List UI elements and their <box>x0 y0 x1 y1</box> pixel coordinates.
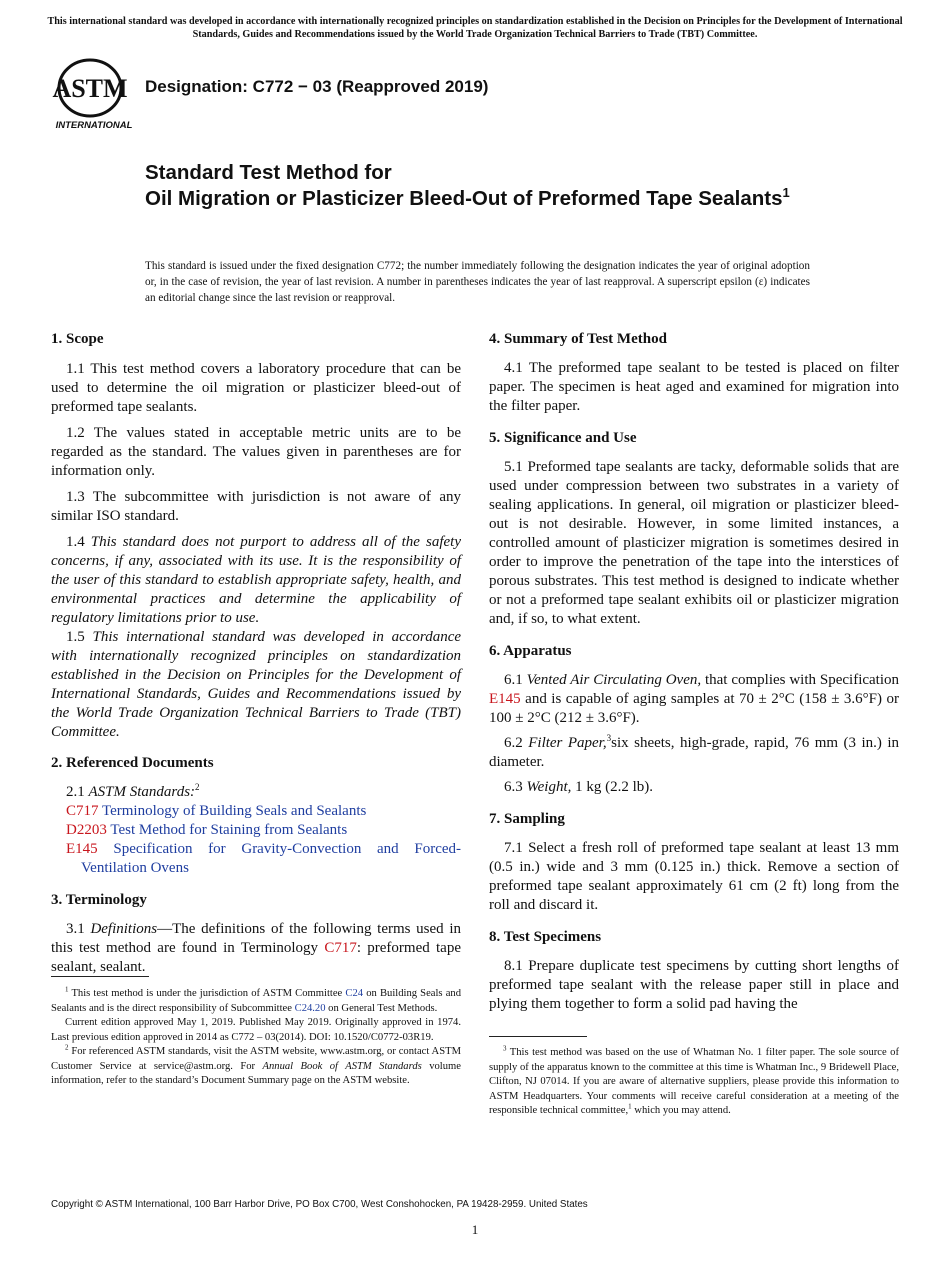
refdocs-2-1-num: 2.1 <box>66 784 85 800</box>
term-num: 3.1 <box>66 921 85 937</box>
document-title <box>145 160 845 211</box>
astm-logo-graphic <box>52 58 136 134</box>
ref-title[interactable]: Terminology of Building Seals and Sealants <box>102 803 367 819</box>
footnote-edition: Current edition approved May 1, 2019. Published May 2019. Originally approved in 1974. Last previous edition approved in 2014 as C772 – 03(2014). DOI: 10.1520/C0772-03R19. <box>51 1017 461 1043</box>
scope-1-1: 1.1 This test method covers a laboratory procedure that can be used to determine the oil migration or plasticizer bleed-out of preformed tape sealants. <box>51 361 461 415</box>
app-6-1-ref-link[interactable]: E145 <box>489 691 521 707</box>
designation: Designation: C772 − 03 (Reapproved 2019) <box>145 77 489 96</box>
ref-title[interactable]: Specification for Gravity-Convection and Forced-Ventilation Ovens <box>81 841 462 876</box>
app-6-2-sup: 3 <box>606 733 612 743</box>
scope-1-4 <box>51 533 461 628</box>
footnote-3 <box>489 1046 899 1119</box>
scope-1-2: 1.2 The values stated in acceptable metric units are to be regarded as the standard. The values given in parentheses are for information only. <box>51 425 461 479</box>
left-column <box>51 330 461 977</box>
app-6-3-num: 6.3 <box>504 779 523 795</box>
issued-note: This standard is issued under the fixed designation C772; the number immediately following the designation indicates the year of original adoption or, in the case of revision, the year of last revision. A number in parentheses indicates the year of last reapproval. A superscript epsilon (ε) indicates an editorial change since the last revision or reapproval. <box>145 260 810 304</box>
section-heading-refdocs: 2. Referenced Documents <box>51 755 214 771</box>
fn2-sup: 2 <box>65 1043 69 1052</box>
ref-code[interactable]: C717 <box>66 803 99 819</box>
fn2-text-a: For referenced ASTM standards, visit the ASTM website, www.astm.org, or contact ASTM Customer Service at service@astm.org. For <box>51 1046 461 1072</box>
title-line-1: Standard Test Method for <box>145 161 392 184</box>
footnote-1 <box>51 987 461 1016</box>
ref-item-e145[interactable] <box>66 840 461 878</box>
terminology-3-1 <box>51 920 461 977</box>
header-notice: This international standard was developed in accordance with internationally recognized principles on standardization established in the Decision on Principles for the Development of International Standards, Guides and Recommendations issued by the World Trade Organization Technical Barriers to Trade (TBT) Committee. <box>47 16 903 40</box>
app-6-2-num: 6.2 <box>504 735 523 751</box>
refdocs-2-1 <box>51 783 461 802</box>
right-column <box>489 330 899 1014</box>
fn1-text-a: This test method is under the jurisdiction of ASTM Committee <box>68 988 346 999</box>
section-heading-significance: 5. Significance and Use <box>489 430 637 446</box>
specimens-8-1: 8.1 Prepare duplicate test specimens by cutting short lengths of preformed tape sealant with the release paper still in place and plying them together to form a solid pad having the <box>489 958 899 1012</box>
scope-1-5 <box>51 628 461 742</box>
fn1-text-c: on General Test Methods. <box>325 1002 438 1014</box>
ref-item-c717[interactable] <box>66 802 461 821</box>
footnotes-right <box>489 1046 899 1119</box>
fn1-ref-c24[interactable]: C24 <box>345 988 364 999</box>
logo-subtitle: INTERNATIONAL <box>55 120 133 131</box>
scope-1-4-num: 1.4 <box>66 534 85 550</box>
refdocs-2-1-label: ASTM Standards: <box>88 784 196 800</box>
term-text-b: : preformed tape sealant, sealant. <box>51 940 461 975</box>
app-6-1-label: Vented Air Circulating Oven, <box>526 672 702 688</box>
sampling-7-1: 7.1 Select a fresh roll of preformed tape sealant at least 13 mm (0.5 in.) wide and 3 mm (0.125 in.) thick. Remove a section of preformed tape sealant approximately 61 cm (2 ft) long from the roll and discard it. <box>489 840 899 913</box>
apparatus-6-2 <box>489 734 899 772</box>
term-ref-link[interactable]: C717 <box>324 940 357 956</box>
ref-code[interactable]: E145 <box>66 841 98 857</box>
refdocs-2-1-sup: 2 <box>195 782 200 792</box>
section-heading-scope: 1. Scope <box>51 331 104 347</box>
significance-5-1: 5.1 Preformed tape sealants are tacky, deformable solids that are used under compression between two substrates in a variety of sealing applications. In general, oil migration or plasticizer bleed-out is not desirable. However, in some limited instances, a controlled amount of plasticizer migration is sometimes desired in order to improve the penetration of the tape into the interstices of porous substrates. This test method is designed to indicate whether or not a preformed tape sealant exhibits oil or plasticizer migration and, if so, to what extent. <box>489 459 899 627</box>
title-main: Oil Migration or Plasticizer Bleed-Out of Preformed Tape Sealants <box>145 186 783 210</box>
fn1-sup: 1 <box>65 985 69 994</box>
title-footnote-mark: 1 <box>782 184 790 200</box>
app-6-3-text: 1 kg (2.2 lb). <box>571 779 654 795</box>
fn3-text-a: This test method was based on the use of Whatman No. 1 filter paper. The sole source of supply of the apparatus known to the committee at this time is Whatman Inc., 9 Bridewell Place, Clifton, NJ 07014. If you are aware of alternative suppliers, please provide this information to ASTM Headquarters. Your comments will receive careful consideration at a meeting of the responsible technical committee, <box>489 1047 899 1116</box>
section-heading-summary: 4. Summary of Test Method <box>489 331 667 347</box>
ref-code[interactable]: D2203 <box>66 822 107 838</box>
scope-1-5-text: This international standard was developed in accordance with internationally recognized principles on standardization established in the Decision on Principles for the Development of International Standards, Guides and Recommendations issued by the World Trade Organization Technical Barriers to Trade (TBT) Committee. <box>51 629 462 740</box>
fn1-text-b: on Building Seals and Sealants and is the direct responsibility of Subcommittee <box>51 988 461 1014</box>
ref-title[interactable]: Test Method for Staining from Sealants <box>110 822 348 838</box>
logo-brand: ASTM <box>52 74 128 103</box>
fn1-ref-c24-20[interactable]: C24.20 <box>294 1002 326 1014</box>
apparatus-6-1 <box>489 671 899 728</box>
scope-1-3: 1.3 The subcommittee with jurisdiction is not aware of any similar ISO standard. <box>51 489 461 524</box>
fn2-text-b: volume information, refer to the standard’s Document Summary page on the ASTM website. <box>51 1060 461 1086</box>
footnotes-left <box>51 987 461 1089</box>
astm-logo <box>52 58 136 134</box>
section-heading-specimens: 8. Test Specimens <box>489 929 602 945</box>
app-6-3-label: Weight, <box>526 779 572 795</box>
fn3-sup2: 1 <box>628 1102 632 1111</box>
term-text-a: —The definitions of the following terms used in this test method are found in Terminology <box>51 921 461 956</box>
app-6-1-text-a: that complies with Specification <box>701 672 900 688</box>
summary-4-1: 4.1 The preformed tape sealant to be tested is placed on filter paper. The specimen is heat aged and examined for migration into the filter paper. <box>489 360 899 414</box>
app-6-1-num: 6.1 <box>504 672 523 688</box>
footnote-divider-left <box>51 976 149 977</box>
fn3-text-b: which you may attend. <box>631 1105 731 1116</box>
fn3-sup: 3 <box>503 1044 507 1053</box>
fn2-italic: Annual Book of ASTM Standards <box>262 1060 422 1072</box>
apparatus-6-3 <box>489 778 899 797</box>
ref-item-d2203[interactable] <box>66 821 461 840</box>
app-6-2-text: six sheets, high-grade, rapid, 76 mm (3 in.) in diameter. <box>489 735 900 770</box>
footnote-divider-right <box>489 1036 587 1037</box>
app-6-2-label: Filter Paper, <box>528 735 607 751</box>
page-number: 1 <box>471 1222 479 1237</box>
section-heading-apparatus: 6. Apparatus <box>489 643 572 659</box>
section-heading-terminology: 3. Terminology <box>51 892 147 908</box>
section-heading-sampling: 7. Sampling <box>489 811 565 827</box>
footnote-2 <box>51 1045 461 1089</box>
app-6-1-text-b: and is capable of aging samples at 70 ± 2°C (158 ± 3.6°F) or 100 ± 2°C (212 ± 3.6°F). <box>489 691 899 726</box>
copyright: Copyright © ASTM International, 100 Barr Harbor Drive, PO Box C700, West Conshohocken, PA 19428-2959. United States <box>51 1199 588 1210</box>
title-line-2 <box>145 186 845 212</box>
scope-1-5-num: 1.5 <box>66 629 85 645</box>
term-label: Definitions <box>90 921 158 937</box>
scope-1-4-text: This standard does not purport to address all of the safety concerns, if any, associated with its use. It is the responsibility of the user of this standard to establish appropriate safety, health, and environmental practices and determine the applicability of regulatory limitations prior to use. <box>51 534 461 626</box>
